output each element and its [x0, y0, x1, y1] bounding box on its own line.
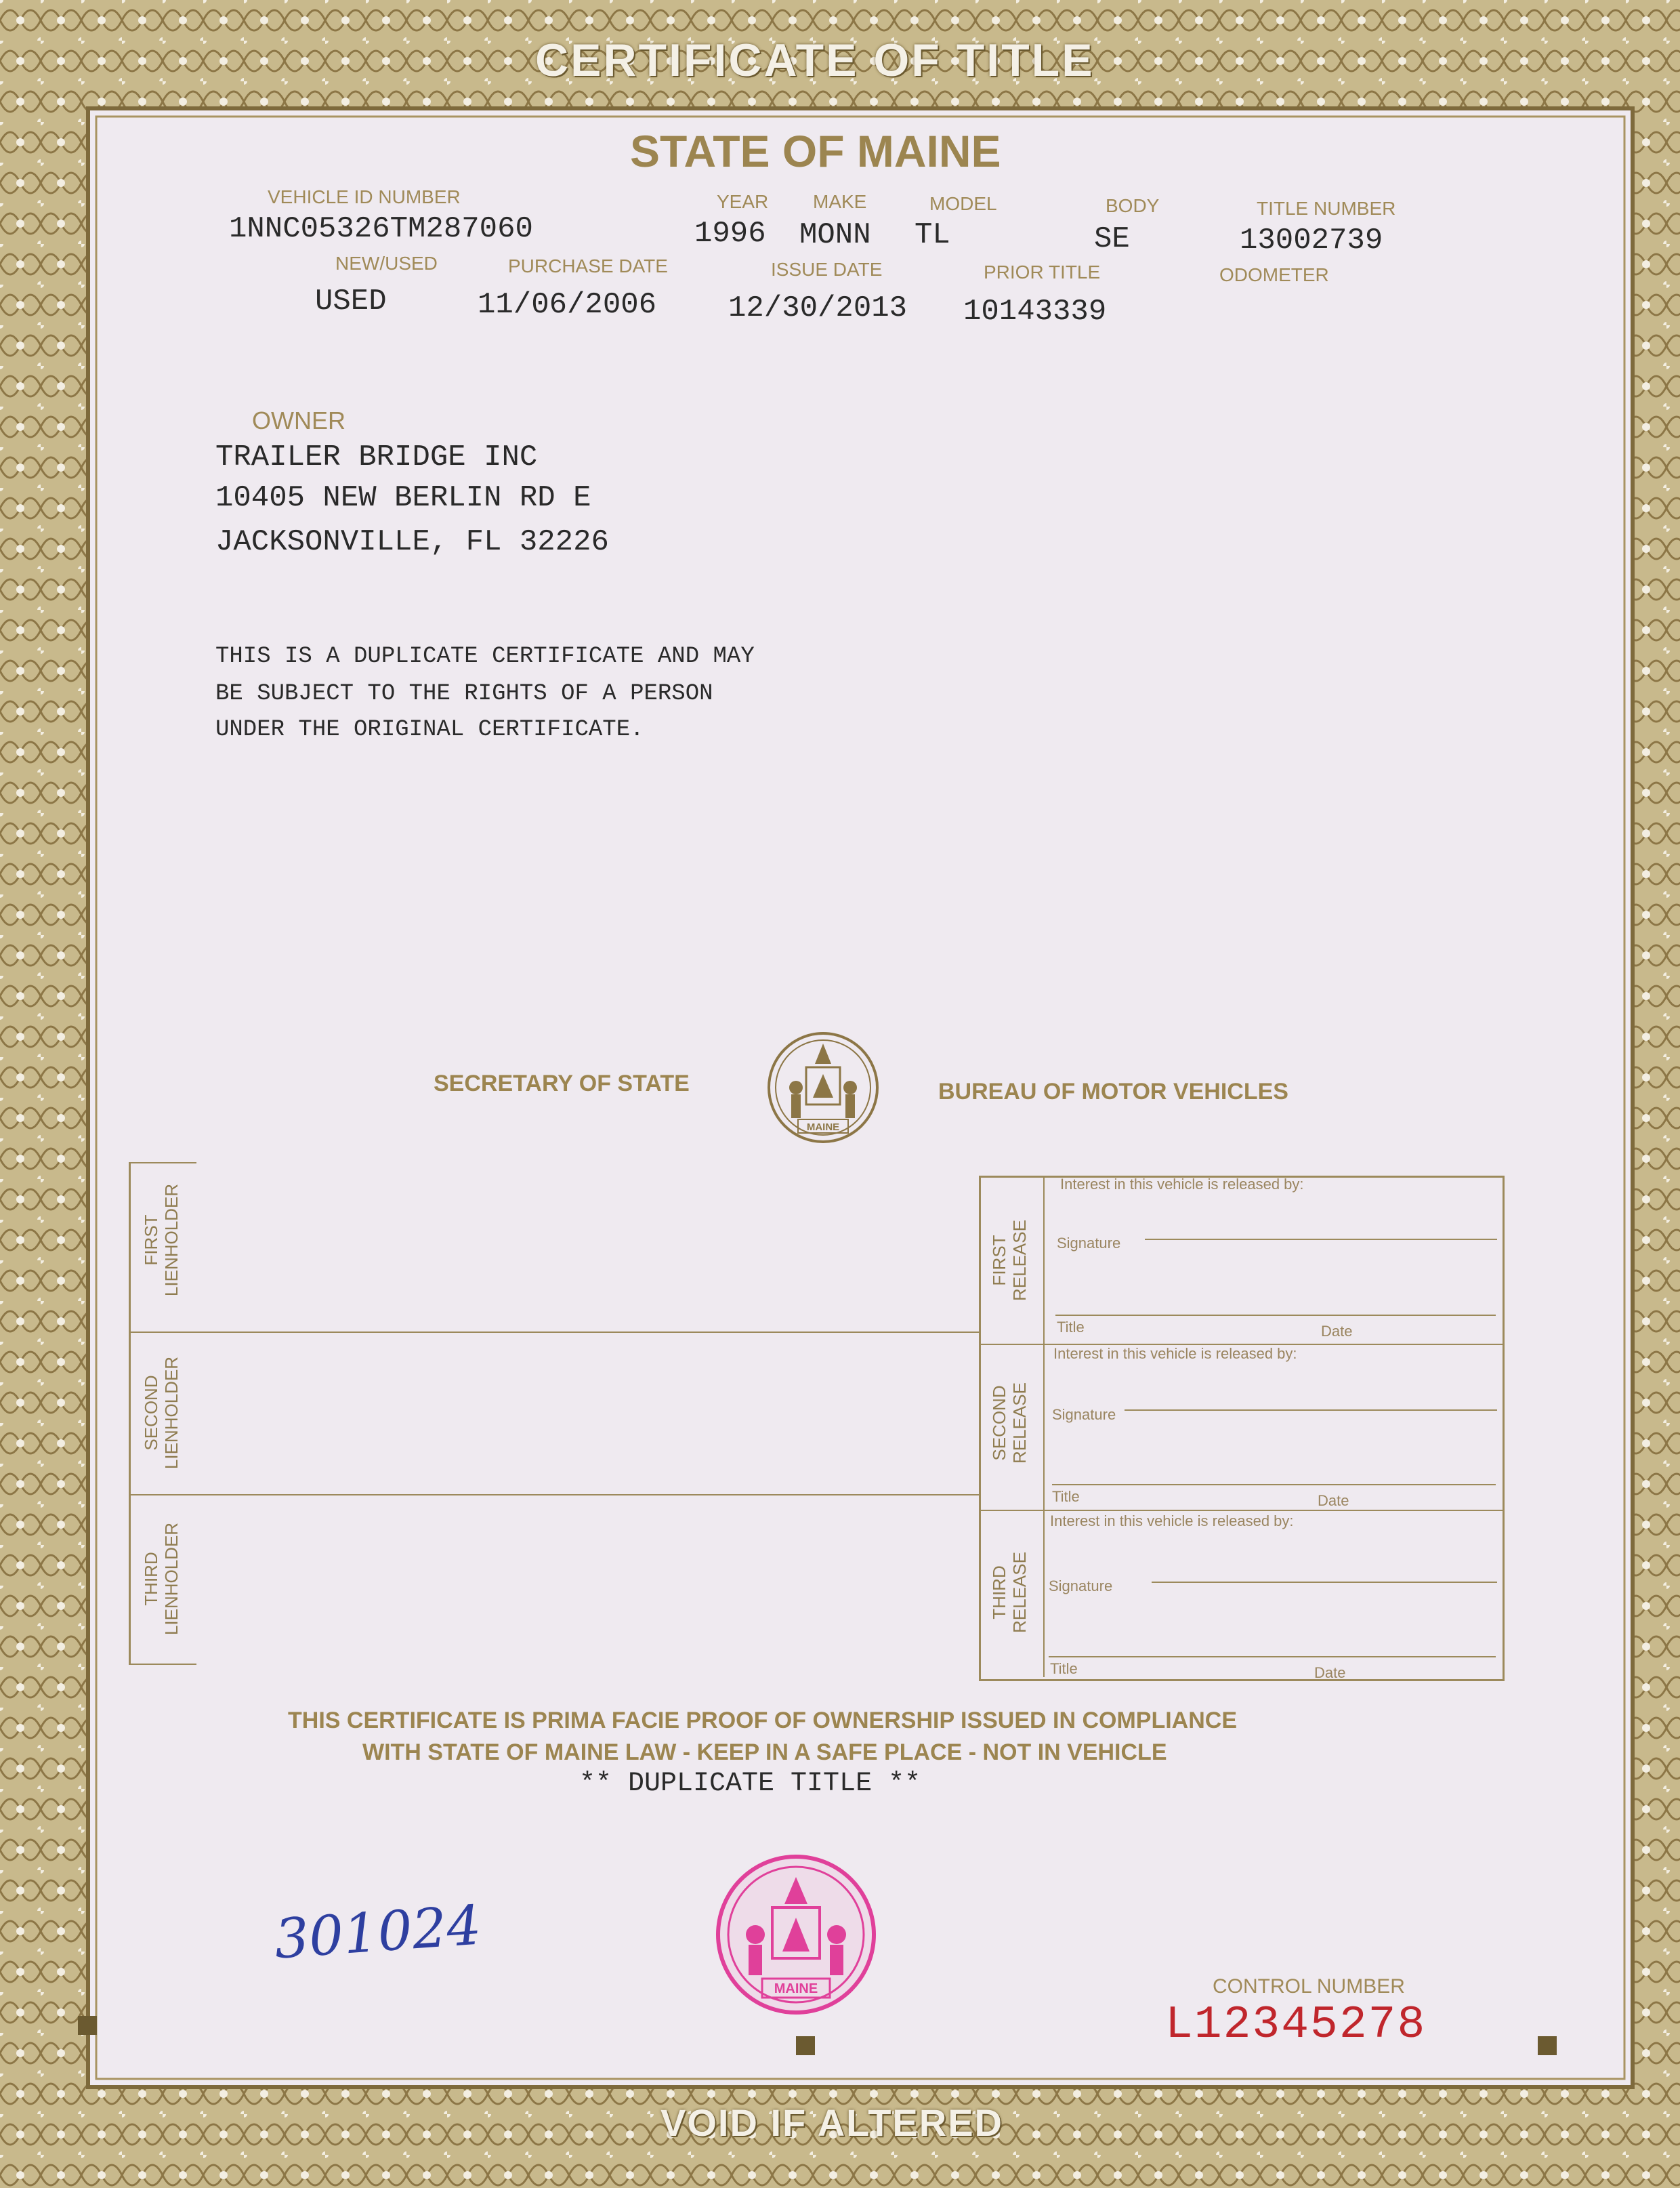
third-lienholder-a: THIRD — [141, 1552, 161, 1606]
bureau-motor-vehicles: BUREAU OF MOTOR VEHICLES — [938, 1079, 1288, 1105]
make-value: MONN — [799, 218, 871, 252]
first-release-signature-label: Signature — [1057, 1235, 1121, 1252]
third-release-label — [989, 1525, 1030, 1660]
first-release-signature-line — [1145, 1239, 1497, 1240]
owner-city: JACKSONVILLE, FL 32226 — [215, 525, 609, 559]
title-number-value: 13002739 — [1240, 224, 1383, 257]
new-used-value: USED — [315, 285, 387, 318]
footer-line-2: WITH STATE OF MAINE LAW - KEEP IN A SAFE PLACE - NOT IN VEHICLE — [362, 1739, 1167, 1765]
lienholder-divider-2 — [129, 1494, 979, 1495]
issue-date-value: 12/30/2013 — [728, 291, 908, 325]
body-value: SE — [1094, 222, 1130, 256]
third-release-date-label: Date — [1314, 1664, 1346, 1681]
second-release-interest: Interest in this vehicle is released by: — [1053, 1345, 1297, 1362]
third-release-title-line — [1049, 1656, 1496, 1657]
seal-banner-text: MAINE — [806, 1121, 840, 1133]
footer-line-1: THIS CERTIFICATE IS PRIMA FACIE PROOF OF OWNERSHIP ISSUED IN COMPLIANCE — [288, 1708, 1238, 1733]
stamp-banner-text: MAINE — [774, 1981, 818, 1996]
secretary-of-state: SECRETARY OF STATE — [434, 1071, 690, 1096]
third-release-title-label: Title — [1050, 1660, 1078, 1677]
model-value: TL — [915, 218, 950, 252]
second-release-title-label: Title — [1052, 1488, 1080, 1505]
duplicate-title: ** DUPLICATE TITLE ** — [579, 1769, 921, 1799]
third-lienholder-b: LIENHOLDER — [161, 1522, 182, 1636]
second-release-signature-line — [1125, 1409, 1497, 1411]
prior-title-value: 10143339 — [963, 295, 1107, 329]
first-release-interest: Interest in this vehicle is released by: — [1060, 1176, 1304, 1193]
release-divider-2 — [981, 1510, 1503, 1511]
second-release-signature-label: Signature — [1052, 1406, 1116, 1423]
label-make: MAKE — [813, 191, 867, 212]
first-release-title-label: Title — [1057, 1319, 1085, 1336]
label-title-number: TITLE NUMBER — [1257, 198, 1396, 219]
second-release-a: SECOND — [989, 1385, 1009, 1461]
purchase-date-value: 11/06/2006 — [478, 288, 657, 322]
label-vin: VEHICLE ID NUMBER — [268, 186, 461, 207]
first-lienholder-label — [141, 1172, 182, 1308]
owner-label: OWNER — [252, 407, 345, 434]
label-prior-title: PRIOR TITLE — [984, 262, 1101, 283]
embossed-stamp — [711, 1850, 881, 2019]
banner-title: CERTIFICATE OF TITLE — [535, 35, 1095, 86]
second-release-label — [989, 1355, 1030, 1491]
first-lienholder-a: FIRST — [141, 1214, 161, 1266]
label-purchase-date: PURCHASE DATE — [508, 255, 668, 276]
void-if-altered: VOID IF ALTERED — [660, 2101, 1003, 2144]
label-odometer: ODOMETER — [1219, 264, 1329, 285]
second-lienholder-a: SECOND — [141, 1375, 161, 1451]
third-release-b: RELEASE — [1009, 1552, 1030, 1633]
notice-line-1: THIS IS A DUPLICATE CERTIFICATE AND MAY — [215, 644, 755, 669]
label-issue-date: ISSUE DATE — [771, 259, 883, 280]
first-release-b: RELEASE — [1009, 1220, 1030, 1301]
first-release-label — [989, 1193, 1030, 1328]
lienholder-box — [129, 1162, 978, 1664]
control-number-label: CONTROL NUMBER — [1213, 1975, 1405, 1998]
label-year: YEAR — [717, 191, 769, 212]
year-value: 1996 — [694, 217, 766, 251]
label-body: BODY — [1106, 195, 1160, 216]
first-lienholder-b: LIENHOLDER — [161, 1183, 182, 1297]
lienholder-box-bottom — [129, 1664, 196, 1665]
first-release-a: FIRST — [989, 1235, 1009, 1286]
lienholder-divider-1 — [129, 1332, 979, 1333]
third-lienholder-label — [141, 1511, 182, 1647]
label-new-used: NEW/USED — [335, 253, 438, 274]
handwritten-number: 301024 — [272, 1893, 484, 1971]
lienholder-box-top — [129, 1162, 196, 1163]
state-title: STATE OF MAINE — [630, 126, 1001, 176]
third-release-signature-label: Signature — [1049, 1577, 1113, 1594]
second-release-title-line — [1052, 1484, 1496, 1485]
owner-street: 10405 NEW BERLIN RD E — [215, 481, 591, 515]
state-seal — [765, 1023, 881, 1152]
third-release-interest: Interest in this vehicle is released by: — [1050, 1512, 1294, 1529]
second-lienholder-b: LIENHOLDER — [161, 1356, 182, 1470]
second-release-b: RELEASE — [1009, 1382, 1030, 1464]
control-number-value: L12345278 — [1165, 1999, 1427, 2051]
third-release-signature-line — [1152, 1582, 1497, 1583]
third-release-a: THIRD — [989, 1565, 1009, 1619]
label-model: MODEL — [929, 193, 997, 214]
notice-line-3: UNDER THE ORIGINAL CERTIFICATE. — [215, 717, 644, 743]
notice-line-2: BE SUBJECT TO THE RIGHTS OF A PERSON — [215, 681, 713, 707]
first-release-title-line — [1055, 1315, 1496, 1316]
owner-name: TRAILER BRIDGE INC — [215, 440, 538, 474]
vin-value: 1NNC05326TM287060 — [229, 212, 533, 246]
first-release-date-label: Date — [1321, 1323, 1353, 1340]
second-release-date-label: Date — [1318, 1492, 1349, 1509]
second-lienholder-label — [141, 1345, 182, 1481]
